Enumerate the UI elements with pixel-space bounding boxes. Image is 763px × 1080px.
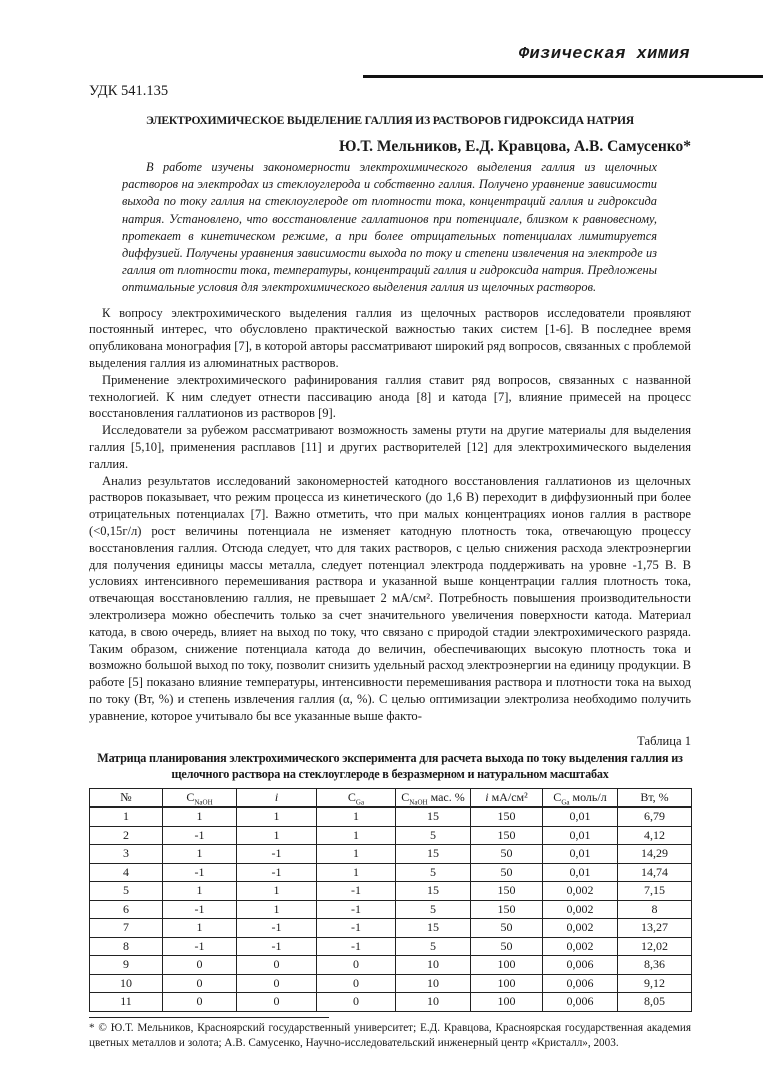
table-row xyxy=(90,956,692,975)
table-cell: 8,05 xyxy=(618,993,692,1012)
table-cell: 1 xyxy=(237,826,317,845)
table-cell: -1 xyxy=(237,863,317,882)
table-cell: -1 xyxy=(237,845,317,864)
table-cell: 15 xyxy=(396,807,471,826)
table-row xyxy=(90,882,692,901)
table-cell: 0,01 xyxy=(543,807,618,826)
table-cell: 10 xyxy=(396,974,471,993)
table-body xyxy=(90,807,692,1011)
table-cell: -1 xyxy=(317,937,396,956)
table-cell: -1 xyxy=(163,937,237,956)
table-cell: 50 xyxy=(471,937,543,956)
table-cell: 10 xyxy=(396,993,471,1012)
table-row xyxy=(90,826,692,845)
column-header xyxy=(618,788,692,807)
table-cell: 15 xyxy=(396,919,471,938)
table-cell: 1 xyxy=(237,900,317,919)
table-cell: 11 xyxy=(90,993,163,1012)
table-cell: 0 xyxy=(317,974,396,993)
table-cell: 1 xyxy=(163,845,237,864)
table-cell: 0,01 xyxy=(543,863,618,882)
table-row xyxy=(90,993,692,1012)
table-cell: 0,002 xyxy=(543,919,618,938)
table-cell: 0,01 xyxy=(543,826,618,845)
article-page xyxy=(89,82,691,1072)
table-cell: -1 xyxy=(163,900,237,919)
table-cell: 0 xyxy=(163,956,237,975)
table-row xyxy=(90,863,692,882)
table-cell: 150 xyxy=(471,900,543,919)
column-header-subscript: NaOH xyxy=(194,798,213,807)
column-header xyxy=(543,788,618,807)
table-cell: 0 xyxy=(237,974,317,993)
table-cell: 1 xyxy=(90,807,163,826)
table-row xyxy=(90,919,692,938)
column-header xyxy=(90,788,163,807)
column-header-subscript: Ga xyxy=(355,798,365,807)
table-cell: 1 xyxy=(163,882,237,901)
journal-section-heading: Физическая химия xyxy=(518,45,690,64)
column-header-unit: моль/л xyxy=(569,789,607,804)
table-cell: -1 xyxy=(317,882,396,901)
header-rule xyxy=(363,75,763,78)
column-header-main: Вт, % xyxy=(640,789,669,804)
table-cell: 0 xyxy=(237,956,317,975)
table-cell: 0,01 xyxy=(543,845,618,864)
table-caption: Матрица планирования электрохимического эксперимента для расчета выхода по току выделения галлия из щелочного раствора на стеклоуглероде в безразмерном и натуральном масштабах xyxy=(97,750,683,781)
table-row xyxy=(90,900,692,919)
table-cell: 15 xyxy=(396,845,471,864)
table-cell: 4 xyxy=(90,863,163,882)
table-cell: 50 xyxy=(471,845,543,864)
table-cell: 5 xyxy=(396,863,471,882)
table-cell: 13,27 xyxy=(618,919,692,938)
experiment-matrix-table xyxy=(89,788,692,1012)
table-row xyxy=(90,937,692,956)
table-cell: 14,29 xyxy=(618,845,692,864)
table-cell: -1 xyxy=(163,863,237,882)
table-cell: 5 xyxy=(396,826,471,845)
table-cell: 10 xyxy=(396,956,471,975)
column-header-main: C xyxy=(186,789,195,804)
table-cell: 8 xyxy=(90,937,163,956)
column-header-subscript: NaOH xyxy=(409,798,428,807)
footnote-rule xyxy=(89,1017,329,1018)
table-cell: 3 xyxy=(90,845,163,864)
table-cell: 0 xyxy=(163,993,237,1012)
table-cell: 0 xyxy=(317,993,396,1012)
table-header-row xyxy=(90,788,692,807)
column-header-main: № xyxy=(120,789,132,804)
table-cell: 150 xyxy=(471,807,543,826)
table-cell: 150 xyxy=(471,826,543,845)
table-cell: 0,002 xyxy=(543,882,618,901)
table-cell: 50 xyxy=(471,919,543,938)
paragraph: Применение электрохимического рафинирования галлия ставит ряд вопросов, связанных с названной технологией. К ним следует отнести пассивацию анода [8] и катода [7], влияние примесей на процесс восстановления галлатионов из растворов [9]. xyxy=(89,372,691,421)
table-cell: -1 xyxy=(237,937,317,956)
table-cell: 0,006 xyxy=(543,974,618,993)
paragraph: К вопросу электрохимического выделения галлия из щелочных растворов исследователи проявляют постоянный интерес, что обусловлено практической важностью таких систем [1-6]. В последнее время опубликована монография [7], в которой авторы рассматривают широкий ряд вопросов, связанных с проблемой выделения галлия из алюминатных растворов. xyxy=(89,305,691,371)
column-header-main: i xyxy=(485,789,489,804)
paragraph: Анализ результатов исследований закономерностей катодного восстановления галлатионов из щелочных растворов показывает, что режим процесса из кинетического (до 1,6 В) переходит в диффузионный при более отрицательных потенциалах [7]. Важно отметить, что при малых концентрациях ионов галлия в растворе (<0,15г/л) рост величины потенциала не изменяет катодную плотность тока, отвечающую процессу восстановления галлия. Отсюда следует, что для таких растворов, с целью снижения расхода электроэнергии для получения единицы массы металла, следует потенциал электрода поддерживать на уровне -1,75 В. В условиях интенсивного перемешивания раствора и указанной выше концентрации галлия плотность тока, отвечающая восстановлению галлия, не превышает 2 мА/см². Потребность повышения производительности электролизера можно обеспечить только за счет значительного увеличения поверхности катода. Материал катода, в свою очередь, влияет на выход по току, что связано с природой стадии электрохимического разряда. Таким образом, снижение потенциала катода до величин, обеспечивающих высокую плотность тока и возможно большой выход по току, позволит снизить удельный расход электроэнергии на единицу продукции. В работе [5] показано влияние температуры, интенсивности перемешивания раствора и плотности тока на выход по току (Вт, %) и степень извлечения галлия (α, %). С целью оптимизации электролиза необходимо получить уравнение, которое учитывало бы все указанные выше факто- xyxy=(89,473,691,723)
table-cell: 0 xyxy=(237,993,317,1012)
table-cell: 9 xyxy=(90,956,163,975)
column-header-unit: мА/см² xyxy=(488,789,528,804)
table-cell: 2 xyxy=(90,826,163,845)
table-cell: -1 xyxy=(163,826,237,845)
table-cell: 0 xyxy=(163,974,237,993)
column-header-unit: мас. % xyxy=(427,789,465,804)
column-header xyxy=(317,788,396,807)
table-cell: 0,002 xyxy=(543,900,618,919)
table-cell: 100 xyxy=(471,956,543,975)
abstract: В работе изучены закономерности электрохимического выделения галлия из щелочных растворов на электродах из стеклоуглерода и собственно галлия. Получено уравнение зависимости выхода по току галлия на стеклоуглероде от плотности тока, концентраций галлия и гидроксида натрия. Установлено, что восстановление галлатионов при потенциале, близком к равновесному, протекает в кинетическом режиме, а при более отрицательных потенциалах лимитируется диффузией. Получены уравнения зависимости выхода по току и степени извлечения на электроде из галлия от плотности тока, температуры, концентраций галлия и гидроксида натрия. Предложены оптимальные условия для электрохимического выделения галлия из щелочных растворов. xyxy=(122,160,657,295)
paragraph: Исследователи за рубежом рассматривают возможность замены ртути на другие материалы для выделения галлия [5,10], применения расплавов [11] и других растворителей [12] для электрохимического выделения галлия. xyxy=(89,423,691,471)
table-cell: 0 xyxy=(317,956,396,975)
table-cell: 0,006 xyxy=(543,993,618,1012)
column-header-main: i xyxy=(274,789,279,804)
table-cell: 6 xyxy=(90,900,163,919)
footnote: * © Ю.Т. Мельников, Красноярский государственный университет; Е.Д. Кравцова, Красноярская государственная академия цветных металлов и золота; А.В. Самусенко, Научно-исследовательский инженерный центр «Кристалл», 2003. xyxy=(89,1021,691,1050)
table-cell: 15 xyxy=(396,882,471,901)
table-cell: 8 xyxy=(618,900,692,919)
article-authors: Ю.Т. Мельников, Е.Д. Кравцова, А.В. Самусенко* xyxy=(339,138,691,155)
table-cell: 12,02 xyxy=(618,937,692,956)
table-cell: 6,79 xyxy=(618,807,692,826)
table-cell: 14,74 xyxy=(618,863,692,882)
table-cell: 1 xyxy=(317,807,396,826)
article-body xyxy=(89,305,691,725)
table-row xyxy=(90,845,692,864)
column-header-main: C xyxy=(553,789,562,804)
table-cell: 5 xyxy=(396,937,471,956)
table-cell: 1 xyxy=(317,863,396,882)
table-cell: -1 xyxy=(317,919,396,938)
table-cell: 100 xyxy=(471,974,543,993)
column-header xyxy=(237,788,317,807)
udk-code: УДК 541.135 xyxy=(89,83,169,99)
table-cell: -1 xyxy=(317,900,396,919)
journal-header xyxy=(0,0,763,78)
table-cell: 10 xyxy=(90,974,163,993)
column-header-subscript: Ga xyxy=(561,798,570,807)
table-cell: 7 xyxy=(90,919,163,938)
column-header xyxy=(163,788,237,807)
column-header-main: C xyxy=(401,789,410,804)
table-cell: 0,002 xyxy=(543,937,618,956)
table-cell: -1 xyxy=(237,919,317,938)
table-cell: 1 xyxy=(317,845,396,864)
table-cell: 1 xyxy=(163,919,237,938)
column-header-main: C xyxy=(347,789,356,804)
table-cell: 1 xyxy=(237,882,317,901)
table-cell: 7,15 xyxy=(618,882,692,901)
column-header xyxy=(471,788,543,807)
column-header xyxy=(396,788,471,807)
table-cell: 8,36 xyxy=(618,956,692,975)
table-cell: 50 xyxy=(471,863,543,882)
table-cell: 4,12 xyxy=(618,826,692,845)
table-cell: 9,12 xyxy=(618,974,692,993)
table-cell: 1 xyxy=(317,826,396,845)
table-row xyxy=(90,807,692,826)
table-cell: 100 xyxy=(471,993,543,1012)
table-cell: 1 xyxy=(163,807,237,826)
table-cell: 5 xyxy=(396,900,471,919)
table-cell: 150 xyxy=(471,882,543,901)
table-cell: 5 xyxy=(90,882,163,901)
article-title: ЭЛЕКТРОХИМИЧЕСКОЕ ВЫДЕЛЕНИЕ ГАЛЛИЯ ИЗ РАСТВОРОВ ГИДРОКСИДА НАТРИЯ xyxy=(146,114,634,127)
table-cell: 0,006 xyxy=(543,956,618,975)
table-cell: 1 xyxy=(237,807,317,826)
table-row xyxy=(90,974,692,993)
table-label: Таблица 1 xyxy=(637,733,691,748)
